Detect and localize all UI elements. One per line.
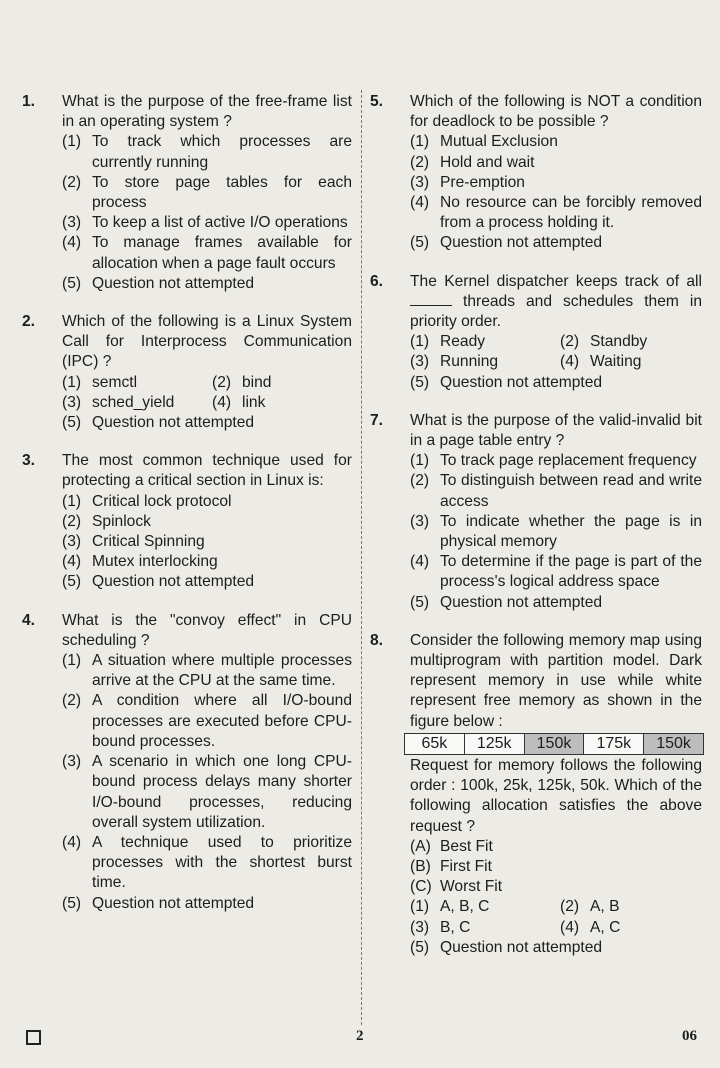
question-number: 4.	[22, 611, 36, 629]
question-number: 3.	[22, 452, 36, 470]
option-1: (1) Critical lock protocol	[62, 492, 232, 510]
option-2: (2) To store page tables for each process	[62, 173, 352, 212]
column-divider	[361, 90, 362, 1025]
option-4: (4) Mutex interlocking	[62, 553, 218, 571]
question-2	[20, 312, 352, 433]
options-grid	[410, 332, 702, 372]
option-4: (4) A technique used to prioritize processes with the shortest burst time.	[62, 833, 352, 892]
question-number: 5.	[370, 93, 384, 110]
question-7	[368, 411, 702, 613]
question-stem: What is the "convoy effect" in CPU scheduling ?	[62, 611, 352, 649]
memory-partition: 65k	[405, 734, 465, 754]
memory-map-table	[404, 733, 704, 755]
memory-partition: 125k	[465, 734, 525, 754]
option-1: (1) A, B, C	[410, 898, 490, 916]
option-3: (3) To keep a list of active I/O operations	[62, 214, 348, 232]
option-1: (1) To track page replacement frequency	[410, 452, 697, 470]
option-1: (1) Ready	[410, 333, 486, 351]
question-number: 8.	[370, 631, 384, 649]
choice-b: (B) First Fit	[410, 857, 492, 875]
option-3: (3) Running	[410, 353, 499, 371]
booklet-code: 06	[682, 1028, 697, 1044]
question-number: 2.	[22, 313, 36, 331]
memory-partition: 150k	[644, 734, 703, 754]
option-2: (2) Spinlock	[62, 512, 151, 530]
option-5: (5) Question not attempted	[410, 373, 603, 391]
question-6	[368, 272, 702, 393]
square-marker-icon	[26, 1030, 41, 1045]
option-1: (1) To track which processes are currently running	[62, 133, 352, 171]
option-5: (5) Question not attempted	[410, 234, 603, 252]
option-3: (3) sched_yield	[62, 393, 175, 411]
option-4: (4) To manage frames available for allocation when a page fault occurs	[62, 234, 352, 272]
options-grid	[62, 373, 352, 413]
option-5: (5) Question not attempted	[62, 414, 255, 432]
question-stem-continued: Request for memory follows the following order : 100k, 25k, 125k, 50k. Which of the following allocation satisfies the above request ?	[410, 756, 702, 835]
option-3: (3) Pre-emption	[410, 173, 525, 191]
question-1	[20, 92, 352, 294]
left-column	[20, 92, 352, 932]
memory-partition: 175k	[584, 734, 644, 754]
question-stem: What is the purpose of the valid-invalid bit in a page table entry ?	[410, 411, 702, 450]
option-5: (5) Question not attempted	[62, 274, 255, 292]
question-number: 7.	[370, 411, 384, 429]
question-3	[20, 451, 352, 592]
option-3: (3) A scenario in which one long CPU-bound process delays many shorter I/O-bound processes, reducing overall system utilization.	[62, 753, 352, 831]
option-2: (2) bind	[212, 373, 272, 391]
choice-c: (C) Worst Fit	[410, 878, 503, 896]
option-2: (2) Hold and wait	[410, 153, 535, 171]
option-2: (2) Standby	[560, 333, 648, 351]
question-stem: What is the purpose of the free-frame list in an operating system ?	[62, 93, 352, 131]
option-4: (4) Waiting	[560, 353, 642, 371]
option-4: (4) To determine if the page is part of the process's logical address space	[410, 553, 702, 591]
question-stem: The Kernel dispatcher keeps track of all threads and schedules them in priority order.	[410, 272, 702, 331]
question-5	[368, 92, 702, 254]
option-1: (1) semctl	[62, 373, 138, 391]
question-stem: Which of the following is NOT a condition for deadlock to be possible ?	[410, 93, 702, 131]
question-stem: The most common technique used for protecting a critical section in Linux is:	[62, 452, 352, 490]
option-4: (4) link	[212, 393, 266, 411]
page-number: 2	[356, 1028, 364, 1044]
option-1: (1) Mutual Exclusion	[410, 133, 558, 151]
option-5: (5) Question not attempted	[62, 573, 255, 591]
options-grid	[410, 897, 702, 937]
option-3: (3) Critical Spinning	[62, 533, 205, 551]
option-2: (2) A, B	[560, 898, 620, 916]
memory-partition: 150k	[525, 734, 585, 754]
fill-in-blank	[410, 293, 452, 306]
option-5: (5) Question not attempted	[62, 894, 255, 912]
question-stem: Consider the following memory map using multiprogram with partition model. Dark represent memory in use while white represent free memory as shown in the figure below :	[410, 631, 702, 730]
option-2: (2) To distinguish between read and write access	[410, 472, 702, 510]
choice-a: (A) Best Fit	[410, 837, 493, 855]
option-5: (5) Question not attempted	[410, 938, 603, 956]
question-4	[20, 611, 352, 914]
question-number: 6.	[370, 272, 384, 290]
option-1: (1) A situation where multiple processes arrive at the CPU at the same time.	[62, 652, 352, 690]
option-2: (2) A condition where all I/O-bound processes are executed before CPU-bound processes.	[62, 692, 352, 750]
option-4: (4) A, C	[560, 918, 621, 936]
option-4: (4) No resource can be forcibly removed from a process holding it.	[410, 194, 702, 232]
question-8	[368, 631, 702, 958]
option-3: (3) To indicate whether the page is in physical memory	[410, 512, 702, 551]
option-3: (3) B, C	[410, 918, 471, 936]
question-number: 1.	[22, 93, 36, 110]
question-stem: Which of the following is a Linux System Call for Interprocess Communication (IPC) ?	[62, 313, 352, 371]
option-5: (5) Question not attempted	[410, 593, 603, 611]
right-column	[368, 92, 702, 976]
